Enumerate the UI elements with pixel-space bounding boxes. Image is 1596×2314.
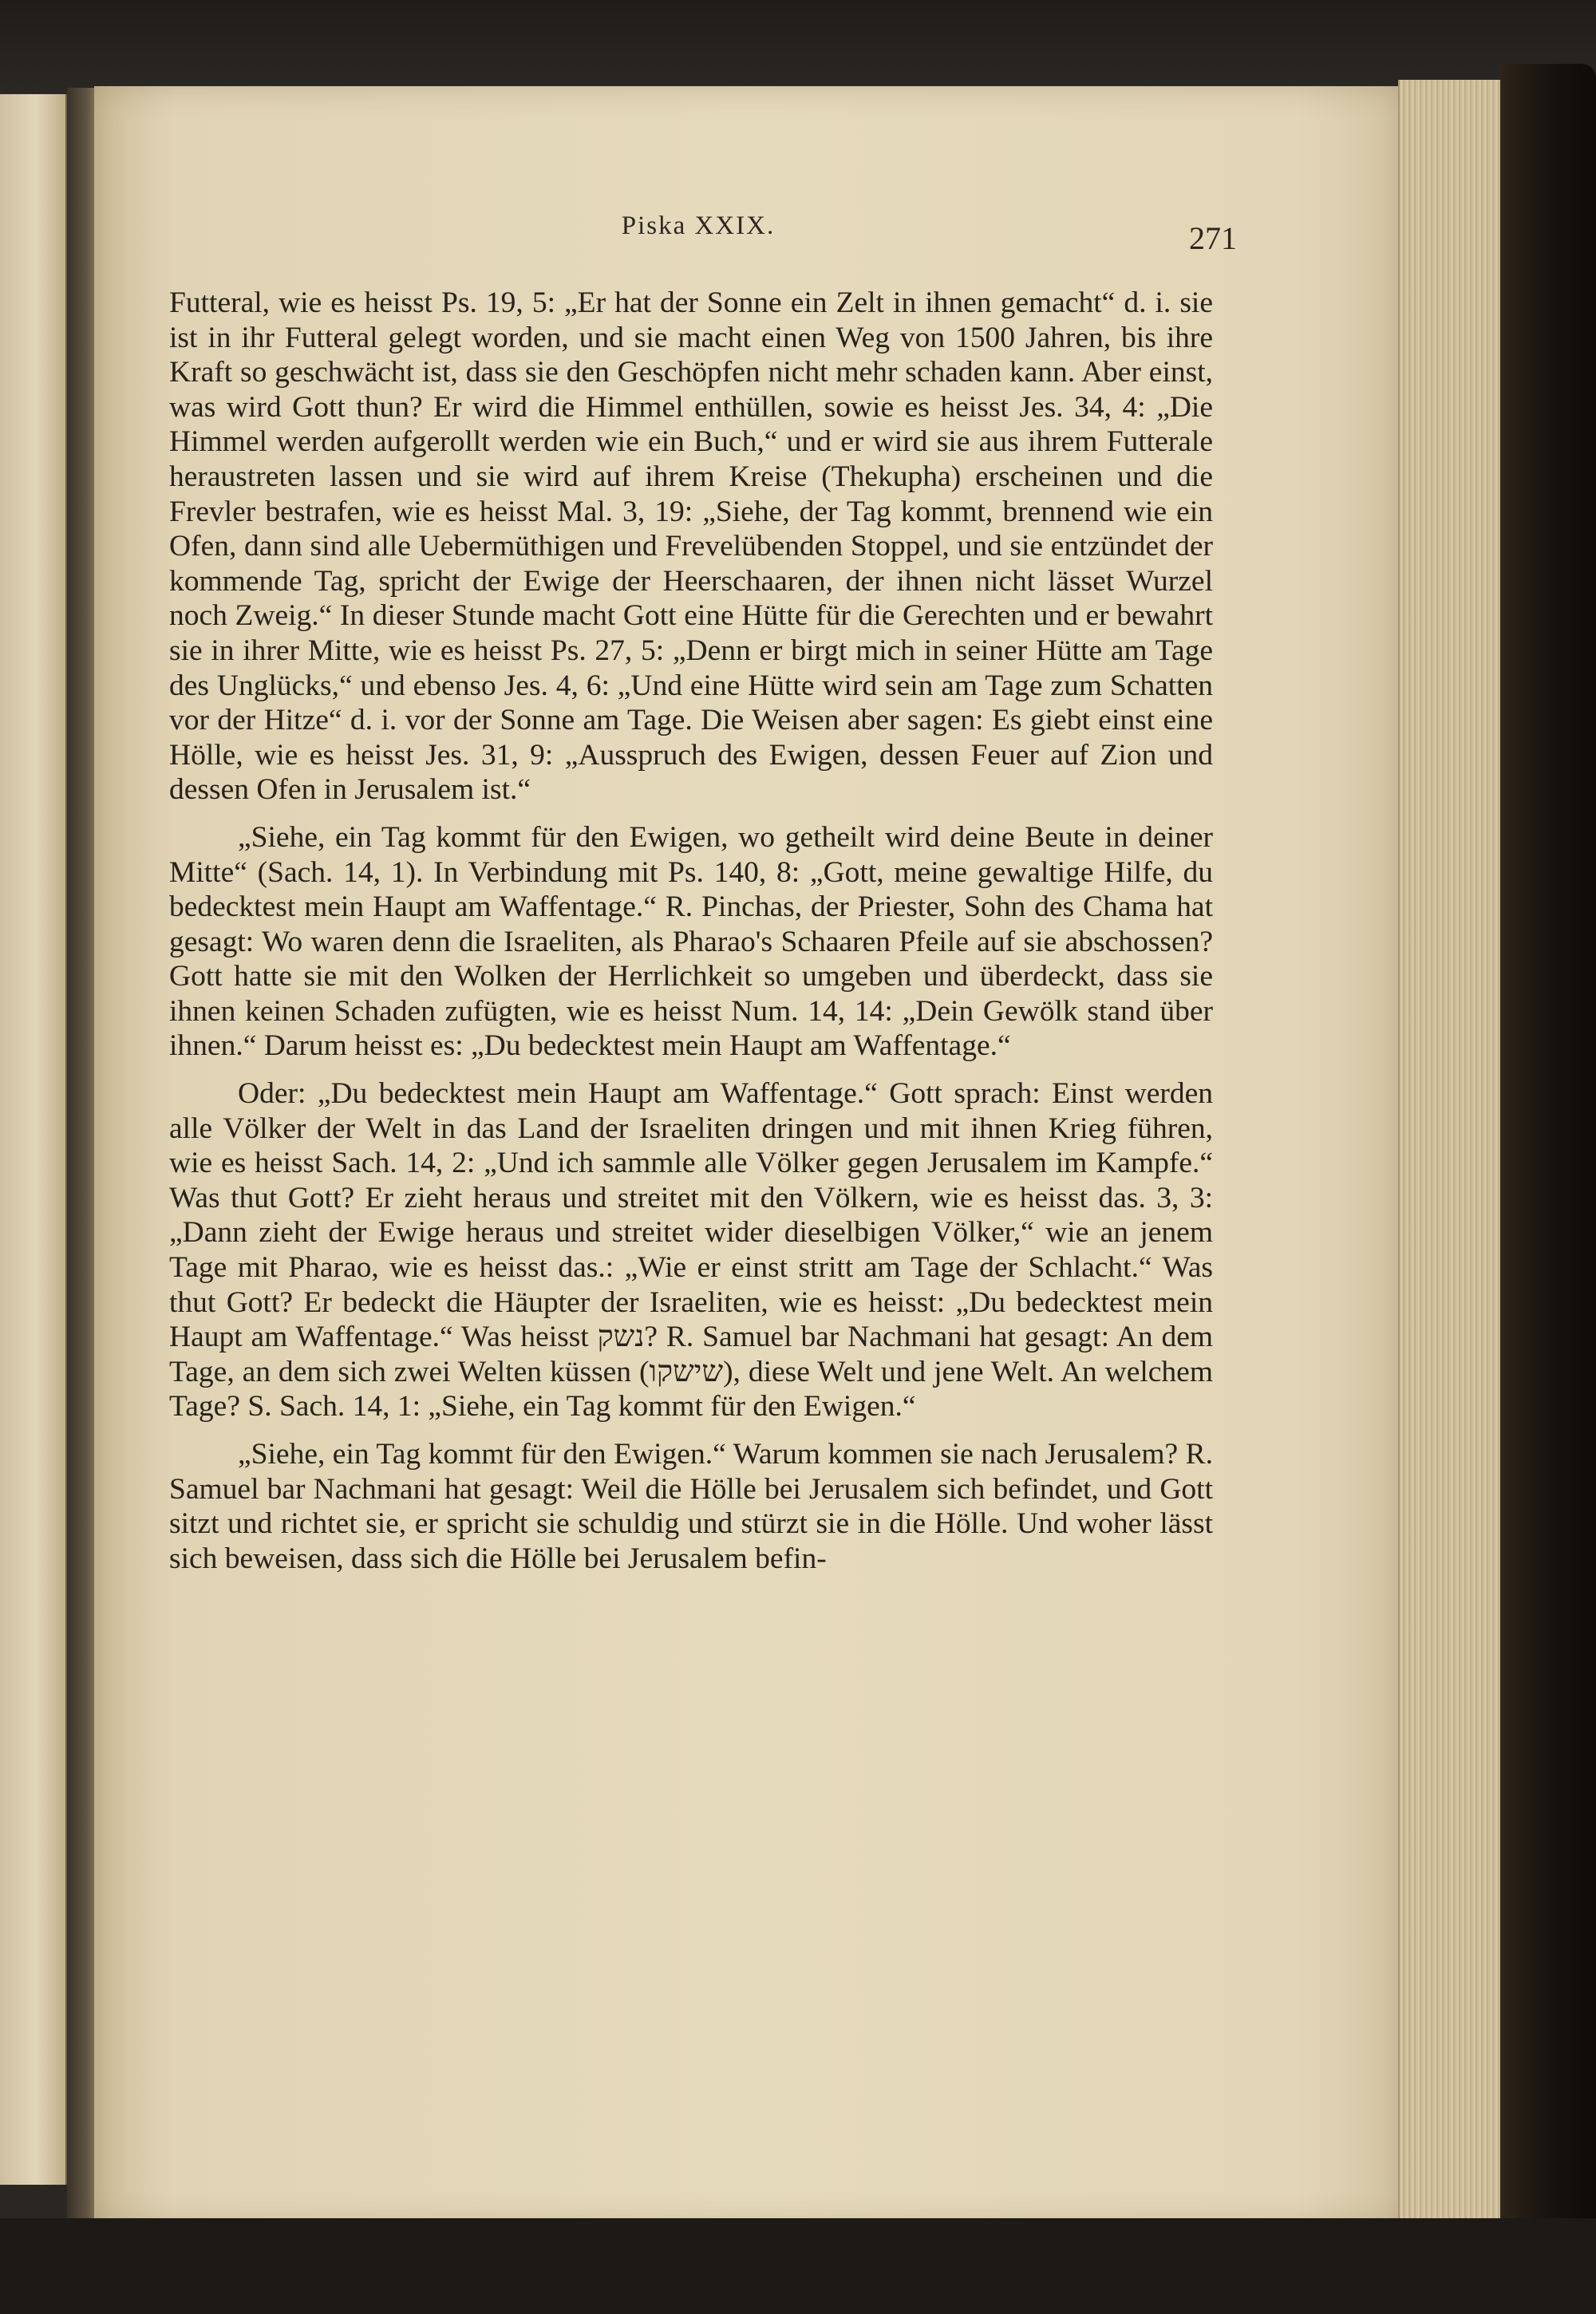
running-head: Piska XXIX. bbox=[621, 211, 776, 240]
paragraph: Oder: „Du bedecktest mein Haupt am Waffentage.“ Gott sprach: Einst werden alle Völker der Welt in das Land der Israeliten dringen und mit ihnen Krieg führen, wie es heisst Sach. 14, 2: „Und ich sammle alle Völker gegen Jerusalem im Kampfe.“ Was thut Gott? Er zieht heraus und streitet mit den Völkern, wie es heisst das. 3, 3: „Dann zieht der Ewige heraus und streitet wider dieselbigen Völker,“ wie an jenem Tage mit Pharao, wie es heisst das.: „Wie er einst stritt am Tage der Schlacht.“ Was thut Gott? Er bedeckt die Häupter der Israeliten, wie es heisst: „Du bedecktest mein Haupt am Waffentage.“ Was heisst נשק? R. Samuel bar Nachmani hat gesagt: An dem Tage, an dem sich zwei Welten küssen (שישקו), diese Welt und jene Welt. An welchem Tage? S. Sach. 14, 1: „Siehe, ein Tag kommt für den Ewigen.“ bbox=[169, 1077, 1214, 1424]
facing-page-edge bbox=[0, 94, 68, 2185]
paragraph: Futteral, wie es heisst Ps. 19, 5: „Er hat der Sonne ein Zelt in ihnen gemacht“ d. i. sie ist in ihr Futteral gelegt worden, und sie macht einen Weg von 1500 Jahren, bis ihre Kraft so geschwächt ist, dass sie den Geschöpfen nicht mehr schaden kann. Aber einst, was wird Gott thun? Er wird die Himmel enthüllen, sowie es heisst Jes. 34, 4: „Die Himmel werden aufgerollt werden wie ein Buch,“ und er wird sie aus ihrem Futterale heraustreten lassen und sie wird auf ihrem Kreise (Thekupha) erscheinen und die Frevler bestrafen, wie es heisst Mal. 3, 19: „Siehe, der Tag kommt, brennend wie ein Ofen, dann sind alle Uebermüthigen und Frevelübenden Stoppel, und sie entzündet der kommende Tag, spricht der Ewige der Heerschaaren, der ihnen nicht lässet Wurzel noch Zweig.“ In dieser Stunde macht Gott eine Hütte für die Gerechten und er bewahrt sie in ihrer Mitte, wie es heisst Ps. 27, 5: „Denn er birgt mich in seiner Hütte am Tage des Unglücks,“ und ebenso Jes. 4, 6: „Und eine Hütte wird sein am Tage zum Schatten vor der Hitze“ d. i. vor der Sonne am Tage. Die Weisen aber sagen: Es giebt einst eine Hölle, wie es heisst Jes. 31, 9: „Ausspruch des Ewigen, dessen Feuer auf Zion und dessen Ofen in Jerusalem ist.“ bbox=[169, 286, 1213, 807]
body-text bbox=[169, 286, 1213, 1576]
page-number: 271 bbox=[1189, 220, 1237, 256]
paragraph: „Siehe, ein Tag kommt für den Ewigen, wo getheilt wird deine Beute in deiner Mitte“ (Sach. 14, 1). In Verbindung mit Ps. 140, 8: „Gott, meine gewaltige Hilfe, du bedecktest mein Haupt am Waffentage.“ R. Pinchas, der Priester, Sohn des Chama hat gesagt: Wo waren denn die Israeliten, als Pharao's Schaaren Pfeile auf sie abschossen? Gott hatte sie mit den Wolken der Herrlichkeit so umgeben und überdeckt, dass sie ihnen keinen Schaden zufügten, wie es heisst Num. 14, 14: „Dein Gewölk stand über ihnen.“ Darum heisst es: „Du bedecktest mein Haupt am Waffentage.“ bbox=[169, 820, 1213, 1063]
scan-background bbox=[0, 0, 1596, 96]
scan-background-bottom bbox=[0, 2218, 1596, 2314]
page-header bbox=[160, 211, 1237, 259]
page-block-edges bbox=[1398, 80, 1503, 2226]
paragraph: „Siehe, ein Tag kommt für den Ewigen.“ Warum kommen sie nach Jerusalem? R. Samuel bar Nachmani hat gesagt: Weil die Hölle bei Jerusalem sich befindet, und Gott sitzt und richtet sie, er spricht sie schuldig und stürzt sie in die Hölle. Und woher lässt sich beweisen, dass sich die Hölle bei Jerusalem befin- bbox=[169, 1438, 1213, 1575]
book-cover bbox=[1500, 64, 1596, 2266]
